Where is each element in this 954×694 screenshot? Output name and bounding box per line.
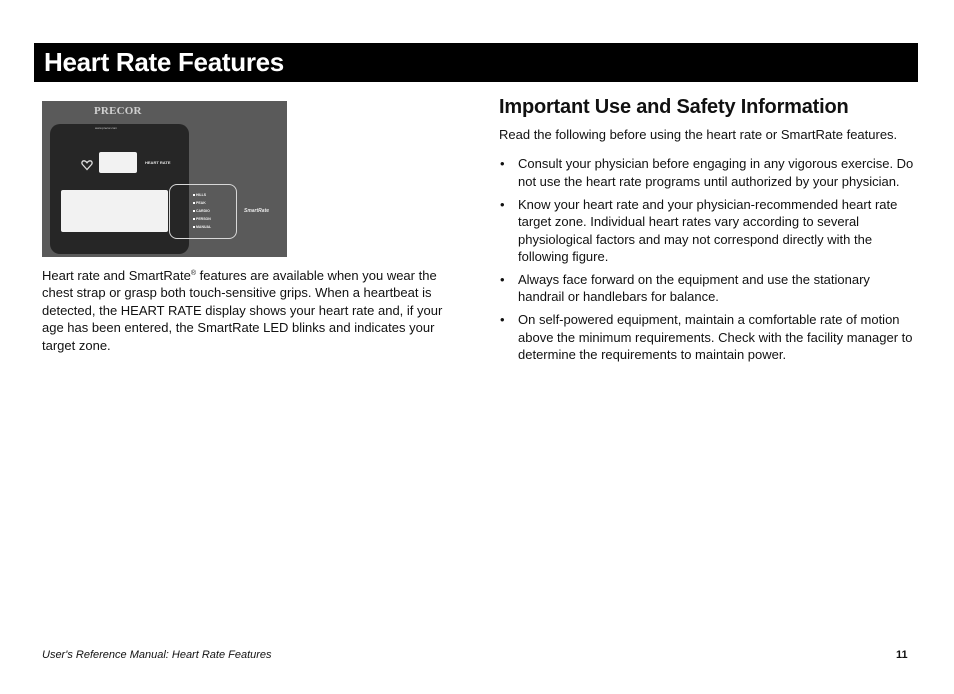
console-image (42, 101, 287, 257)
bullet-icon: • (500, 196, 505, 212)
bullet-icon: • (500, 156, 505, 172)
smartrate-logo: SmartRate (244, 208, 270, 214)
program-item: PEAK (196, 199, 211, 207)
brand-logo: PRECOR (94, 105, 142, 117)
list-item-text: On self-powered equipment, maintain a comfortable rate of motion above the minimum requirements. Check with the facility manager to determine the requirements to maintain power. (518, 312, 913, 363)
para-text-2: features are available when you wear the chest strap or grasp both touch-sensitive grips. When a heartbeat is detected, the HEART RATE display shows your heart rate and, if your age has been entered, the SmartRate LED blinks and indicates your target zone. (42, 268, 443, 353)
console-panel (50, 124, 189, 254)
list-item (499, 196, 914, 266)
heart-rate-label: HEART RATE (145, 160, 171, 165)
list-item (499, 311, 914, 363)
section-heading: Important Use and Safety Information (499, 96, 849, 118)
section-intro: Read the following before using the heart rate or SmartRate features. (499, 127, 898, 142)
page-number: 11 (896, 649, 908, 661)
footer-title: User's Reference Manual: Heart Rate Features (42, 649, 272, 661)
page-title: Heart Rate Features (44, 47, 284, 77)
safety-section (499, 94, 914, 369)
bullet-icon: • (500, 312, 505, 328)
list-item (499, 271, 914, 306)
intro-paragraph (42, 267, 452, 354)
program-item: CARDIO (196, 209, 210, 213)
safety-list (499, 155, 914, 363)
list-item-text: Consult your physician before engaging in any vigorous exercise. Do not use the heart rate programs until authorized by your physician. (518, 156, 914, 189)
console-url: www.precor.com (95, 126, 118, 130)
program-item: MANUAL (196, 225, 212, 229)
registered-mark: ® (190, 270, 197, 277)
program-item: PERSON (196, 217, 211, 221)
list-item-text: Know your heart rate and your physician-recommended heart rate target zone. Individual heart rates vary according to several physiological factors and may not correspond directly with the following figure. (518, 196, 898, 265)
bullet-icon: • (500, 272, 505, 288)
para-text-1: Heart rate and SmartRate (42, 268, 191, 283)
program-list (196, 191, 211, 231)
main-display (61, 190, 168, 232)
heart-icon (81, 158, 93, 170)
list-item (499, 155, 914, 190)
program-item: HILLS (196, 191, 211, 199)
heart-rate-display (99, 152, 137, 173)
list-item-text: Always face forward on the equipment and use the stationary handrail or handlebars for balance. (518, 272, 870, 305)
title-bar (34, 43, 918, 82)
